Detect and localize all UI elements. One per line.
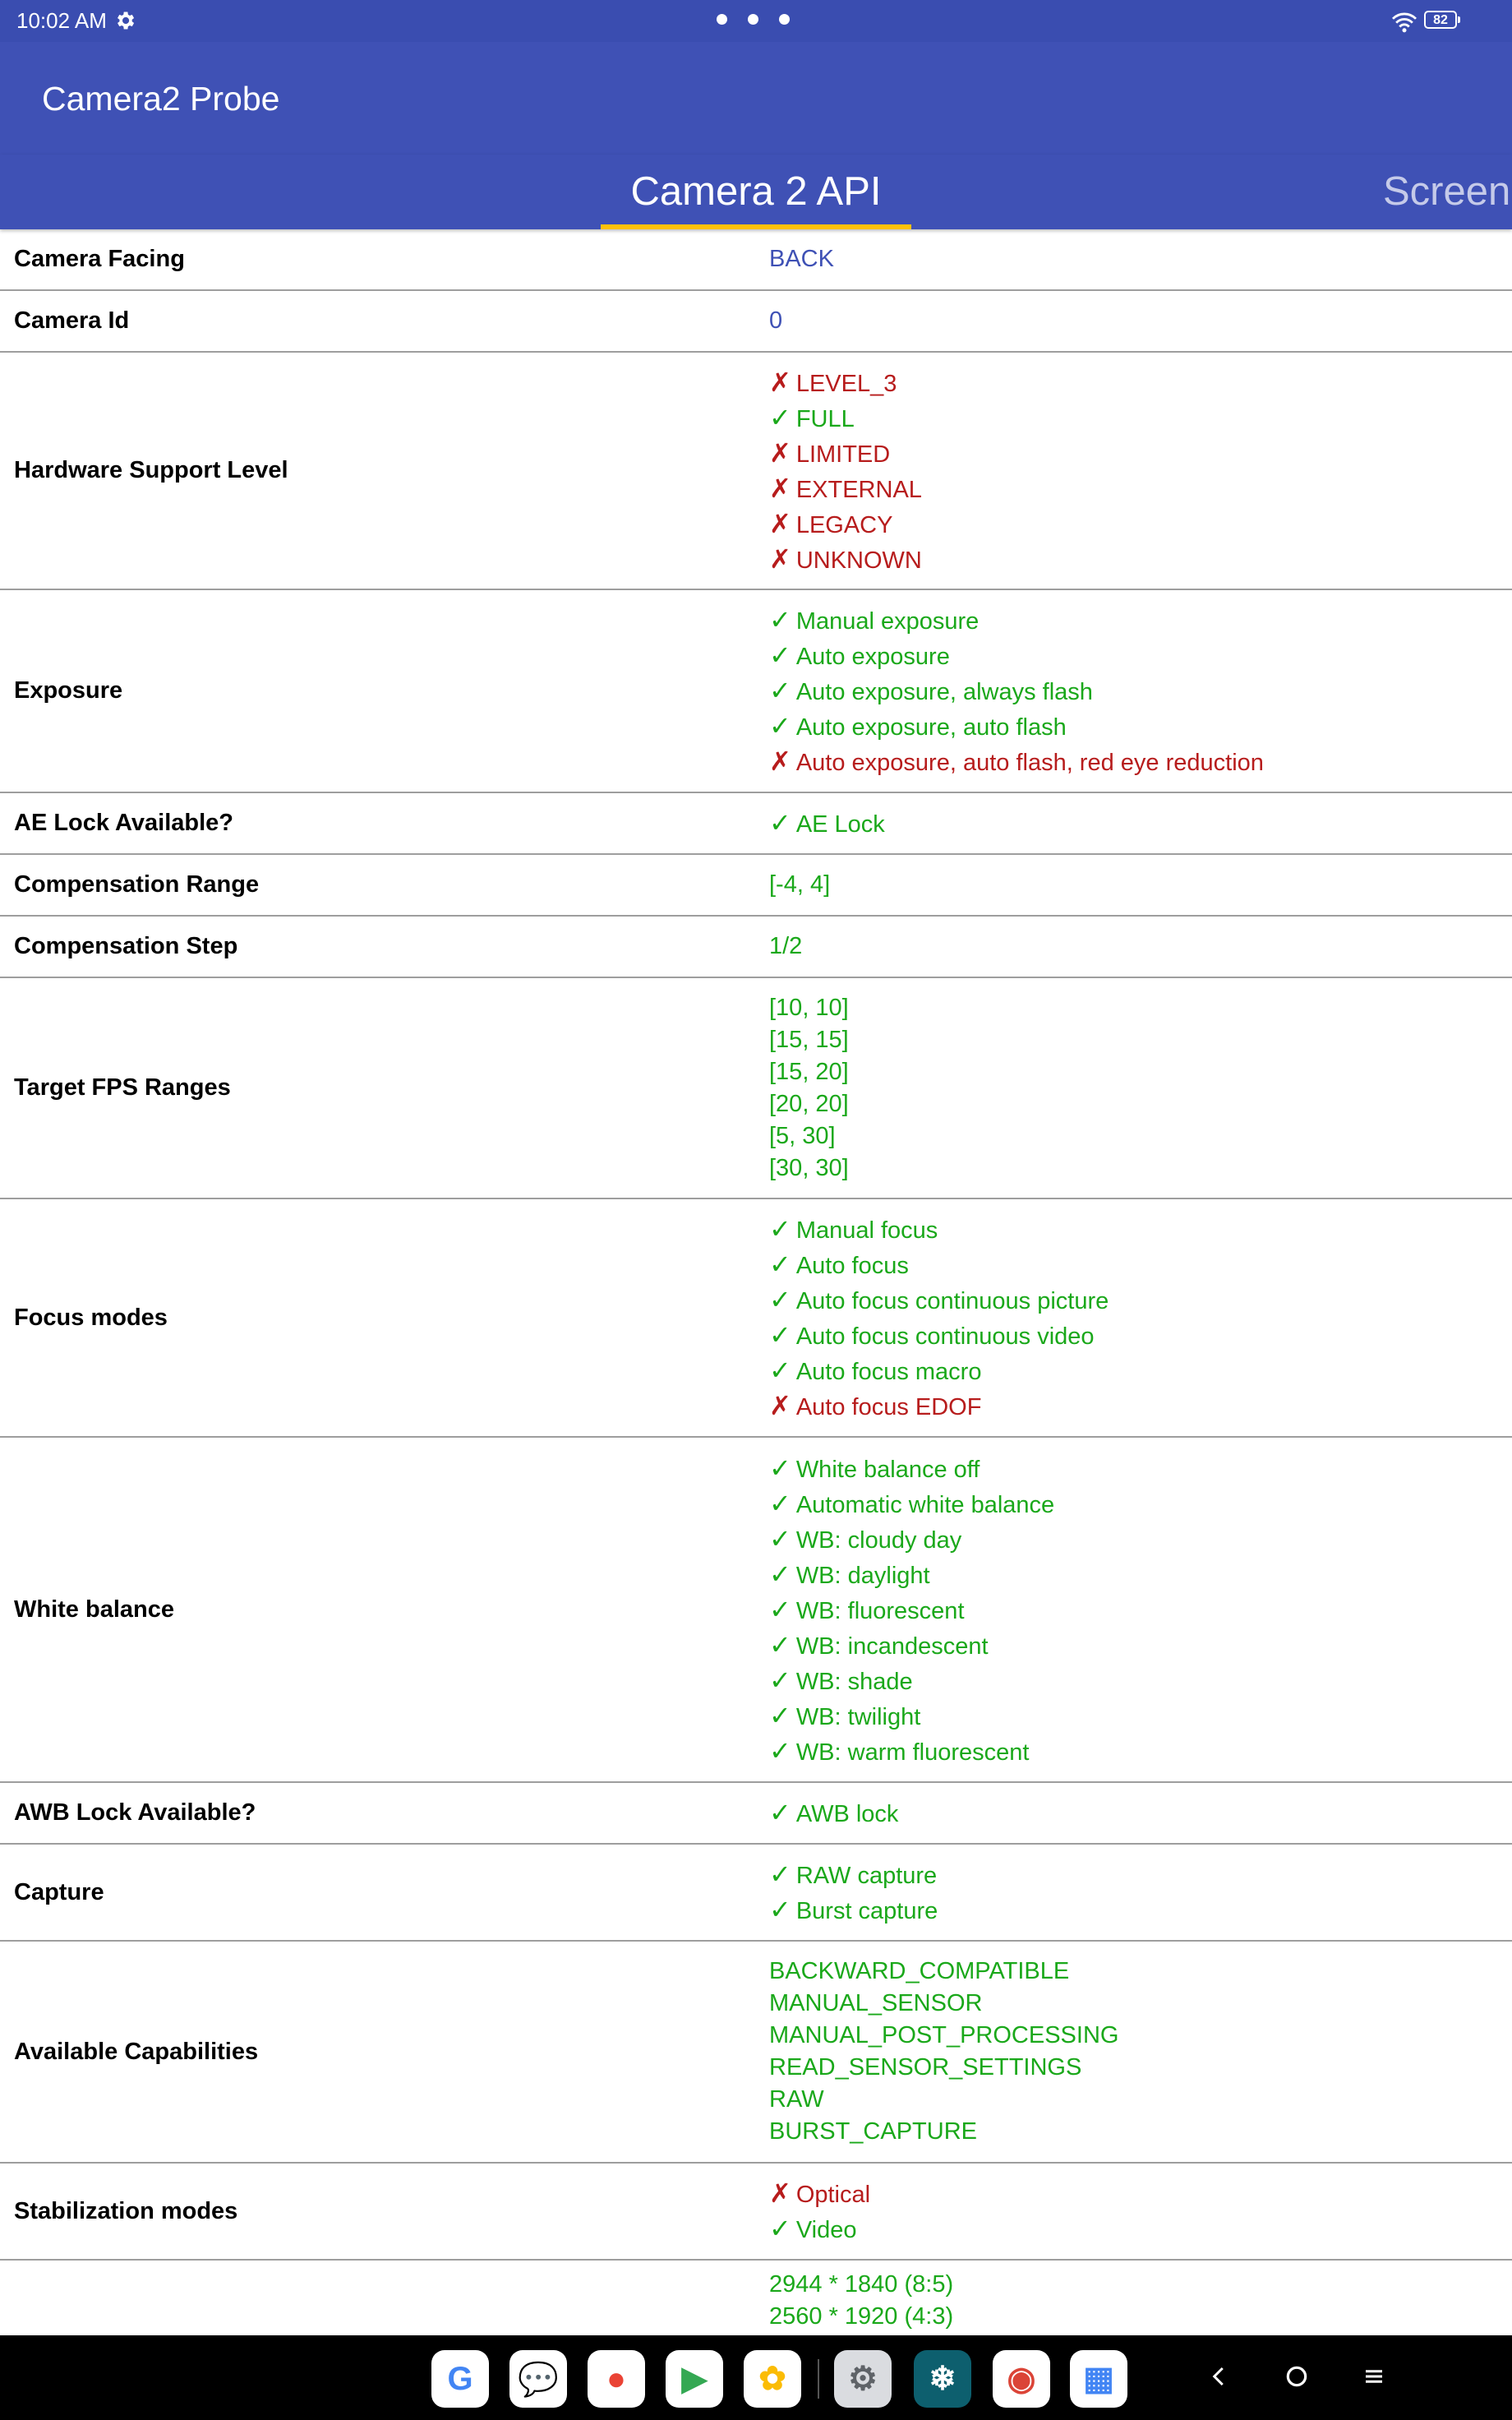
value-text: LEVEL_3 xyxy=(795,370,897,397)
value-item xyxy=(769,744,1512,779)
value-text: [5, 30] xyxy=(769,1122,836,1149)
check-icon: ✓ xyxy=(769,711,791,741)
value-item xyxy=(769,603,1512,638)
tab-label: Camera 2 API xyxy=(630,169,882,214)
row-label: Camera Facing xyxy=(14,246,185,272)
table-row xyxy=(0,1438,1512,1783)
cross-icon: ✗ xyxy=(769,367,791,397)
cross-icon: ✗ xyxy=(769,746,791,776)
value-item xyxy=(769,2020,1512,2052)
value-item xyxy=(769,2116,1512,2148)
value-item xyxy=(769,1388,1512,1424)
value-item xyxy=(769,1451,1512,1486)
value-text: RAW xyxy=(769,2086,824,2113)
row-value xyxy=(769,1205,1512,1430)
check-icon: ✓ xyxy=(769,808,791,838)
value-text: Auto focus xyxy=(795,1253,909,1279)
value-item xyxy=(769,1734,1512,1769)
value-item xyxy=(769,1592,1512,1628)
value-item xyxy=(769,542,1512,577)
row-value xyxy=(769,861,1512,909)
value-item xyxy=(769,1892,1512,1928)
table-row xyxy=(0,978,1512,1199)
value-item xyxy=(769,1353,1512,1388)
value-text: Auto exposure, always flash xyxy=(795,679,1093,705)
row-label: Stabilization modes xyxy=(14,2197,238,2224)
value-item xyxy=(769,1795,1512,1831)
value-item xyxy=(769,992,1512,1024)
value-text: UNKNOWN xyxy=(795,547,922,574)
check-icon: ✓ xyxy=(769,1559,791,1589)
value-text: WB: incandescent xyxy=(795,1633,989,1660)
cross-icon: ✗ xyxy=(769,2178,791,2208)
value-text: 0 xyxy=(769,307,783,334)
value-text: LIMITED xyxy=(795,441,891,468)
check-icon: ✓ xyxy=(769,1249,791,1279)
check-icon: ✓ xyxy=(769,1665,791,1695)
table-row xyxy=(0,229,1512,291)
value-item xyxy=(769,1663,1512,1698)
tab-label: Screen xyxy=(1383,169,1511,214)
value-text: MANUAL_SENSOR xyxy=(769,1990,983,2016)
value-text: [15, 20] xyxy=(769,1058,849,1085)
value-text: READ_SENSOR_SETTINGS xyxy=(769,2054,1082,2081)
check-icon: ✓ xyxy=(769,1320,791,1350)
messages-app-icon[interactable]: 💬 xyxy=(509,2350,567,2408)
value-text: LEGACY xyxy=(795,511,893,538)
value-item xyxy=(769,471,1512,506)
row-label: Target FPS Ranges xyxy=(14,1074,231,1101)
cross-icon: ✗ xyxy=(769,1391,791,1420)
value-item xyxy=(769,365,1512,400)
check-icon: ✓ xyxy=(769,1594,791,1624)
row-value xyxy=(769,358,1512,584)
row-value xyxy=(769,1949,1512,2154)
check-icon: ✓ xyxy=(769,1735,791,1766)
table-row xyxy=(0,291,1512,353)
table-row xyxy=(0,353,1512,590)
value-item xyxy=(769,1956,1512,1988)
value-text: AE Lock xyxy=(795,811,885,838)
value-item xyxy=(769,1212,1512,1247)
value-text: Automatic white balance xyxy=(795,1491,1055,1518)
value-item xyxy=(769,1024,1512,1056)
table-row xyxy=(0,793,1512,855)
table-row xyxy=(0,855,1512,917)
row-value xyxy=(769,1444,1512,1776)
value-text: White balance off xyxy=(795,1456,980,1483)
cross-icon: ✗ xyxy=(769,437,791,468)
value-item xyxy=(769,2052,1512,2084)
play-store-app-icon[interactable]: ▶ xyxy=(666,2350,723,2408)
value-text: Manual exposure xyxy=(795,608,980,635)
value-text: Auto exposure, auto flash xyxy=(795,714,1067,741)
value-text: WB: twilight xyxy=(795,1703,921,1730)
status-bar xyxy=(0,0,1512,42)
value-text: 2944 * 1840 (8:5) xyxy=(769,2271,954,2298)
value-text: WB: fluorescent xyxy=(795,1597,965,1624)
value-item xyxy=(769,242,1512,277)
row-label: Exposure xyxy=(14,677,123,704)
row-label: Available Capabilities xyxy=(14,2038,259,2065)
check-icon: ✓ xyxy=(769,676,791,705)
check-icon: ✓ xyxy=(769,1355,791,1385)
value-item xyxy=(769,1247,1512,1282)
tab-camera2-api[interactable] xyxy=(601,155,911,229)
row-value xyxy=(769,2169,1512,2253)
check-icon: ✓ xyxy=(769,2214,791,2243)
value-item xyxy=(769,303,1512,339)
row-label: White balance xyxy=(14,1596,174,1623)
row-value xyxy=(769,2261,1512,2339)
back-icon[interactable] xyxy=(1195,2352,1244,2401)
check-icon: ✓ xyxy=(769,1523,791,1554)
row-label: Focus modes xyxy=(14,1304,168,1331)
wifi-icon xyxy=(1390,11,1418,34)
value-item xyxy=(769,2211,1512,2247)
check-icon: ✓ xyxy=(769,402,791,432)
row-value xyxy=(769,799,1512,847)
check-icon: ✓ xyxy=(769,1798,791,1827)
value-text: WB: daylight xyxy=(795,1562,930,1589)
table-row xyxy=(0,590,1512,793)
table-row xyxy=(0,1783,1512,1845)
tab-bar xyxy=(0,155,1512,229)
value-text: WB: warm fluorescent xyxy=(795,1739,1030,1766)
value-item xyxy=(769,1056,1512,1088)
check-icon: ✓ xyxy=(769,1859,791,1889)
navigation-bar xyxy=(0,2335,1512,2420)
value-text: BURST_CAPTURE xyxy=(769,2118,977,2145)
app-title: Camera2 Probe xyxy=(42,80,280,118)
status-time: 10:02 AM xyxy=(16,8,107,33)
value-item xyxy=(769,400,1512,436)
check-icon: ✓ xyxy=(769,640,791,670)
snowflake-app-icon[interactable]: ❄ xyxy=(914,2350,971,2408)
value-text: RAW capture xyxy=(795,1863,938,1889)
cross-icon: ✗ xyxy=(769,508,791,538)
value-item xyxy=(769,1282,1512,1318)
value-text: EXTERNAL xyxy=(795,476,922,503)
row-label: Compensation Range xyxy=(14,871,260,898)
row-label: Hardware Support Level xyxy=(14,457,288,483)
gear-icon xyxy=(113,9,136,32)
value-item xyxy=(769,1486,1512,1522)
table-row xyxy=(0,1845,1512,1942)
value-text: Manual focus xyxy=(795,1217,938,1244)
value-item xyxy=(769,1857,1512,1892)
assistant-app-icon[interactable]: ● xyxy=(588,2350,645,2408)
row-value xyxy=(769,1850,1512,1934)
value-text: WB: shade xyxy=(795,1668,913,1695)
check-icon: ✓ xyxy=(769,1214,791,1244)
check-icon: ✓ xyxy=(769,1285,791,1314)
value-item xyxy=(769,2176,1512,2211)
value-item xyxy=(769,1088,1512,1120)
value-text: AWB lock xyxy=(795,1801,899,1827)
check-icon: ✓ xyxy=(769,1700,791,1730)
row-label: AE Lock Available? xyxy=(14,810,233,836)
row-value xyxy=(769,596,1512,786)
check-icon: ✓ xyxy=(769,1895,791,1924)
value-item xyxy=(769,638,1512,673)
google-app-icon[interactable]: G xyxy=(431,2350,489,2408)
table-row xyxy=(0,1942,1512,2164)
check-icon: ✓ xyxy=(769,1488,791,1518)
row-value xyxy=(769,922,1512,971)
value-item xyxy=(769,1698,1512,1734)
row-label: Camera Id xyxy=(14,307,130,334)
camera-info-table xyxy=(0,229,1512,2351)
value-text: Auto exposure xyxy=(795,644,950,670)
row-value xyxy=(769,986,1512,1191)
value-text: 2560 * 1920 (4:3) xyxy=(769,2303,954,2330)
table-row xyxy=(0,917,1512,978)
value-text: [30, 30] xyxy=(769,1154,849,1181)
value-text: MANUAL_POST_PROCESSING xyxy=(769,2022,1119,2048)
value-item xyxy=(769,1557,1512,1592)
value-item xyxy=(769,1152,1512,1185)
value-text: FULL xyxy=(795,405,855,432)
value-item xyxy=(769,1988,1512,2020)
app-drawer-icon[interactable]: ▦ xyxy=(1070,2350,1127,2408)
value-item xyxy=(769,1522,1512,1557)
table-row xyxy=(0,2164,1512,2261)
value-text: Optical xyxy=(795,2182,871,2208)
value-text: 1/2 xyxy=(769,933,803,959)
value-text: Burst capture xyxy=(795,1898,938,1924)
check-icon: ✓ xyxy=(769,605,791,635)
value-item xyxy=(769,1628,1512,1663)
value-item xyxy=(769,806,1512,841)
value-text: [20, 20] xyxy=(769,1090,849,1117)
value-item xyxy=(769,2084,1512,2116)
value-item xyxy=(769,2269,1512,2301)
tab-screen[interactable] xyxy=(1383,155,1510,229)
table-row xyxy=(0,1199,1512,1438)
photos-app-icon[interactable]: ✿ xyxy=(744,2350,801,2408)
value-item xyxy=(769,1120,1512,1152)
value-item xyxy=(769,709,1512,744)
value-item xyxy=(769,1318,1512,1353)
value-text: Auto focus continuous video xyxy=(795,1323,1095,1350)
row-label: Compensation Step xyxy=(14,933,238,959)
recents-icon[interactable] xyxy=(1349,2352,1399,2401)
check-icon: ✓ xyxy=(769,1629,791,1660)
value-item xyxy=(769,673,1512,709)
value-text: BACKWARD_COMPATIBLE xyxy=(769,1958,1070,1984)
value-text: WB: cloudy day xyxy=(795,1526,962,1554)
value-text: Auto exposure, auto flash, red eye reduction xyxy=(795,750,1264,776)
value-text: Auto focus continuous picture xyxy=(795,1288,1109,1314)
row-value xyxy=(769,1789,1512,1837)
value-text: Video xyxy=(795,2217,857,2243)
row-value xyxy=(769,235,1512,284)
cross-icon: ✗ xyxy=(769,543,791,574)
row-label: AWB Lock Available? xyxy=(14,1799,256,1826)
dock-separator xyxy=(818,2359,819,2399)
chrome-app-icon[interactable]: ◉ xyxy=(993,2350,1050,2408)
value-text: [10, 10] xyxy=(769,994,849,1021)
value-item xyxy=(769,506,1512,542)
status-dots xyxy=(717,14,790,25)
value-item xyxy=(769,867,1512,903)
cross-icon: ✗ xyxy=(769,473,791,503)
app-bar xyxy=(0,42,1512,155)
value-text: Auto focus macro xyxy=(795,1359,982,1385)
check-icon: ✓ xyxy=(769,1452,791,1483)
settings-app-icon[interactable]: ⚙ xyxy=(834,2350,892,2408)
value-item xyxy=(769,2301,1512,2333)
value-text: BACK xyxy=(769,246,834,272)
value-text: [15, 15] xyxy=(769,1026,849,1053)
value-text: Auto focus EDOF xyxy=(795,1394,982,1420)
value-text: [-4, 4] xyxy=(769,871,831,898)
battery-icon: 82 xyxy=(1424,11,1457,29)
value-item xyxy=(769,436,1512,471)
row-label: Capture xyxy=(14,1878,104,1905)
row-value xyxy=(769,297,1512,345)
value-item xyxy=(769,929,1512,964)
home-icon[interactable] xyxy=(1272,2352,1321,2401)
